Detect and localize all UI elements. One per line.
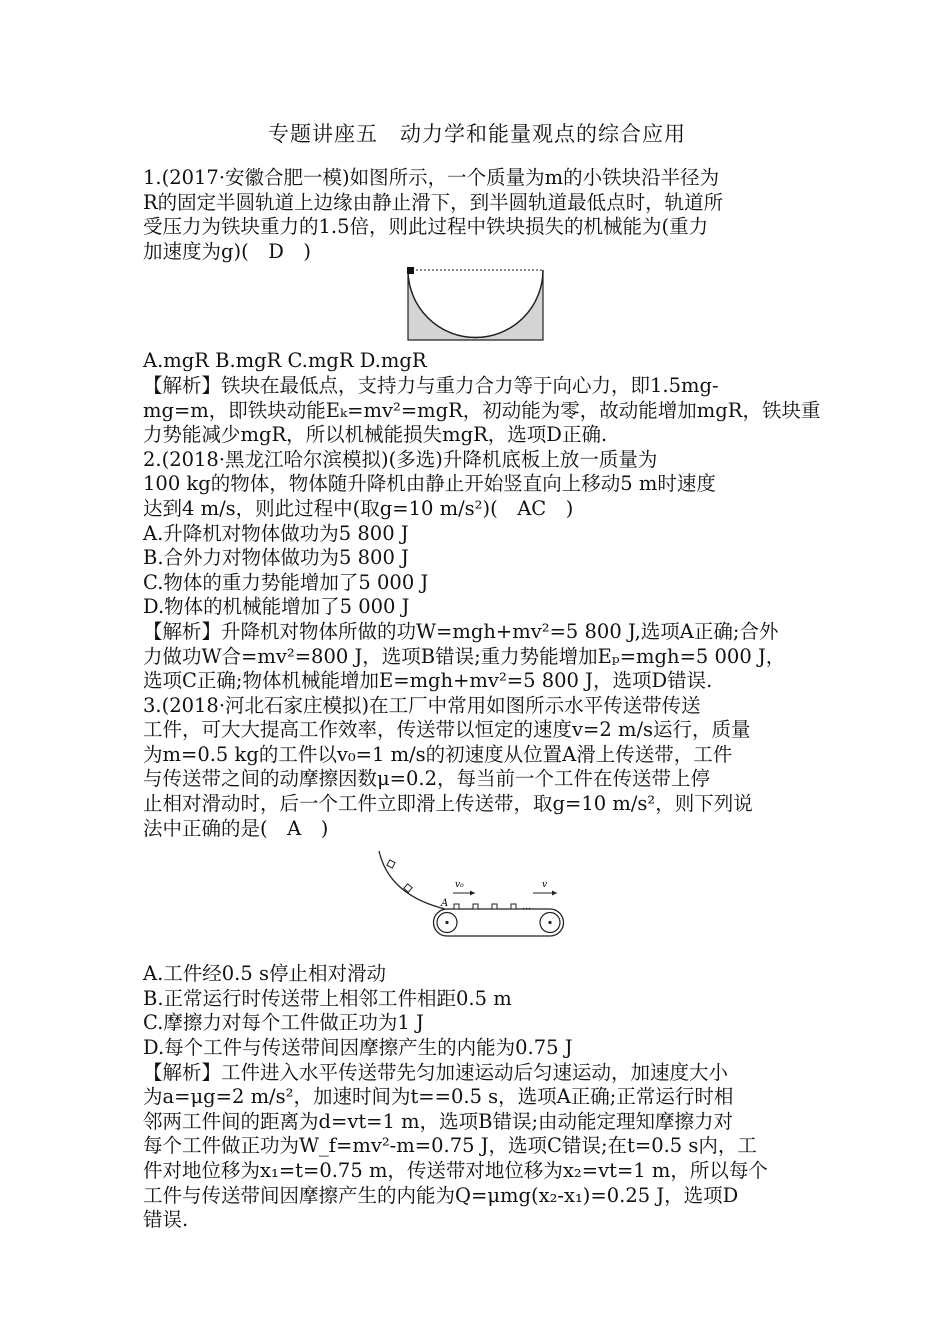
q2-option: A.升降机对物体做功为5 800 J [143, 521, 409, 545]
q3-analysis-line: 每个工件做正功为W_f=mv²-m=0.75 J，选项C错误;在t=0.5 s内，工 [143, 1134, 757, 1158]
q2-stem-line: 达到4 m/s，则此过程中(取g=10 m/s²)( AC ) [143, 496, 574, 520]
v-label: v [542, 880, 548, 891]
q1-options: A.mgR B.mgR C.mgR D.mgR [143, 349, 427, 373]
q3-stem-line: 法中正确的是( A ) [143, 816, 329, 840]
q1-analysis-line: 【解析】铁块在最低点，支持力与重力合力等于向心力，即1.5mg- [143, 373, 719, 397]
q3-option: D.每个工件与传送带间因摩擦产生的内能为0.75 J [143, 1036, 573, 1060]
q3-stem-line: 与传送带之间的动摩擦因数μ=0.2，每当前一个工件在传送带上停 [143, 767, 711, 791]
q1-analysis-line: mg=m，即铁块动能Eₖ=mv²=mgR，初动能为零，故动能增加mgR，铁块重 [143, 398, 821, 422]
q3-stem-line: 3.(2018·河北石家庄模拟)在工厂中常用如图所示水平传送带传送 [143, 693, 701, 717]
q1-stem-line: 1.(2017·安徽合肥一模)如图所示，一个质量为m的小铁块沿半径为 [143, 166, 720, 189]
q1-stem-line: 加速度为g)( D ) [143, 239, 311, 263]
q3-option: A.工件经0.5 s停止相对滑动 [143, 962, 386, 986]
q1-stem-line: 受压力为铁块重力的1.5倍，则此过程中铁块损失的机械能为(重力 [143, 215, 709, 239]
q2-option: D.物体的机械能增加了5 000 J [143, 595, 410, 619]
q2-analysis-line: 力做功W合=mv²=800 J，选项B错误;重力势能增加Eₚ=mgh=5 000 J， [143, 644, 786, 668]
belt-workpiece [473, 904, 478, 909]
left-pulley-axle [445, 921, 448, 924]
v0-label: v₀ [455, 880, 464, 891]
belt-workpiece [454, 904, 459, 909]
q2-option: C.物体的重力势能增加了5 000 J [143, 570, 429, 594]
q3-analysis-line: 邻两工件间的距离为d=vt=1 m，选项B错误;由动能定理知摩擦力对 [143, 1109, 734, 1133]
q3-analysis-line: 件对地位移为x₁=t=0.75 m，传送带对地位移为x₂=vt=1 m，所以每个 [143, 1159, 768, 1182]
right-pulley-axle [548, 921, 551, 924]
q3-analysis-line: 【解析】工件进入水平传送带先匀加速运动后匀速运动，加速度大小 [143, 1060, 729, 1084]
document-page [143, 120, 821, 1233]
q3-stem-line: 止相对滑动时，后一个工件立即滑上传送带，取g=10 m/s²，则下列说 [143, 792, 753, 816]
point-a-label: A [441, 898, 449, 910]
q3-analysis-line: 工件与传送带间因摩擦产生的内能为Q=μmg(x₂-x₁)=0.25 J，选项D [143, 1183, 739, 1207]
q3-analysis-line: 为a=μg=2 m/s²，加速时间为t==0.5 s，选项A正确;正常运行时相 [143, 1085, 734, 1109]
q1-stem-line: R的固定半圆轨道上边缘由静止滑下，到半圆轨道最低点时，轨道所 [143, 190, 724, 214]
q3-analysis-line: 错误. [143, 1208, 189, 1232]
q3-stem-line: 工件，可大大提高工作效率，传送带以恒定的速度v=2 m/s运行，质量 [143, 718, 751, 742]
v0-arrow-head [470, 891, 475, 896]
curved-ramp [379, 851, 445, 909]
q3-option: C.摩擦力对每个工件做正功为1 J [143, 1011, 424, 1035]
q2-option: B.合外力对物体做功为5 800 J [143, 546, 409, 570]
q2-analysis-line: 【解析】升降机对物体所做的功W=mgh+mv²=5 800 J,选项A正确;合外 [143, 619, 779, 643]
semicircle-track-figure [406, 267, 546, 343]
q2-stem-line: 100 kg的物体，物体随升降机由静止开始竖直向上移动5 m时速度 [143, 472, 716, 496]
track-block [408, 270, 543, 340]
iron-block [407, 267, 414, 274]
page-title: 专题讲座五 动力学和能量观点的综合应用 [268, 122, 686, 146]
v-arrow-head [552, 891, 557, 896]
q3-stem-line: 为m=0.5 kg的工件以v₀=1 m/s的初速度从位置A滑上传送带，工件 [143, 742, 733, 766]
belt-workpiece [511, 904, 516, 909]
question-1 [143, 166, 821, 448]
question-2 [143, 448, 811, 694]
q2-stem-line: 2.(2018·黑龙江哈尔滨模拟)(多选)升降机底板上放一质量为 [143, 447, 658, 471]
conveyor-belt-figure [375, 849, 565, 954]
dots-label: … [522, 902, 531, 913]
q3-option: B.正常运行时传送带上相邻工件相距0.5 m [143, 986, 512, 1010]
q1-analysis-line: 力势能减少mgR，所以机械能损失mgR，选项D正确. [143, 423, 608, 447]
ramp-workpiece [387, 860, 395, 868]
q2-analysis-line: 选项C正确;物体机械能增加E=mgh+mv²=5 800 J，选项D错误. [143, 669, 713, 693]
belt-workpiece [492, 904, 497, 909]
question-3 [143, 694, 811, 1233]
